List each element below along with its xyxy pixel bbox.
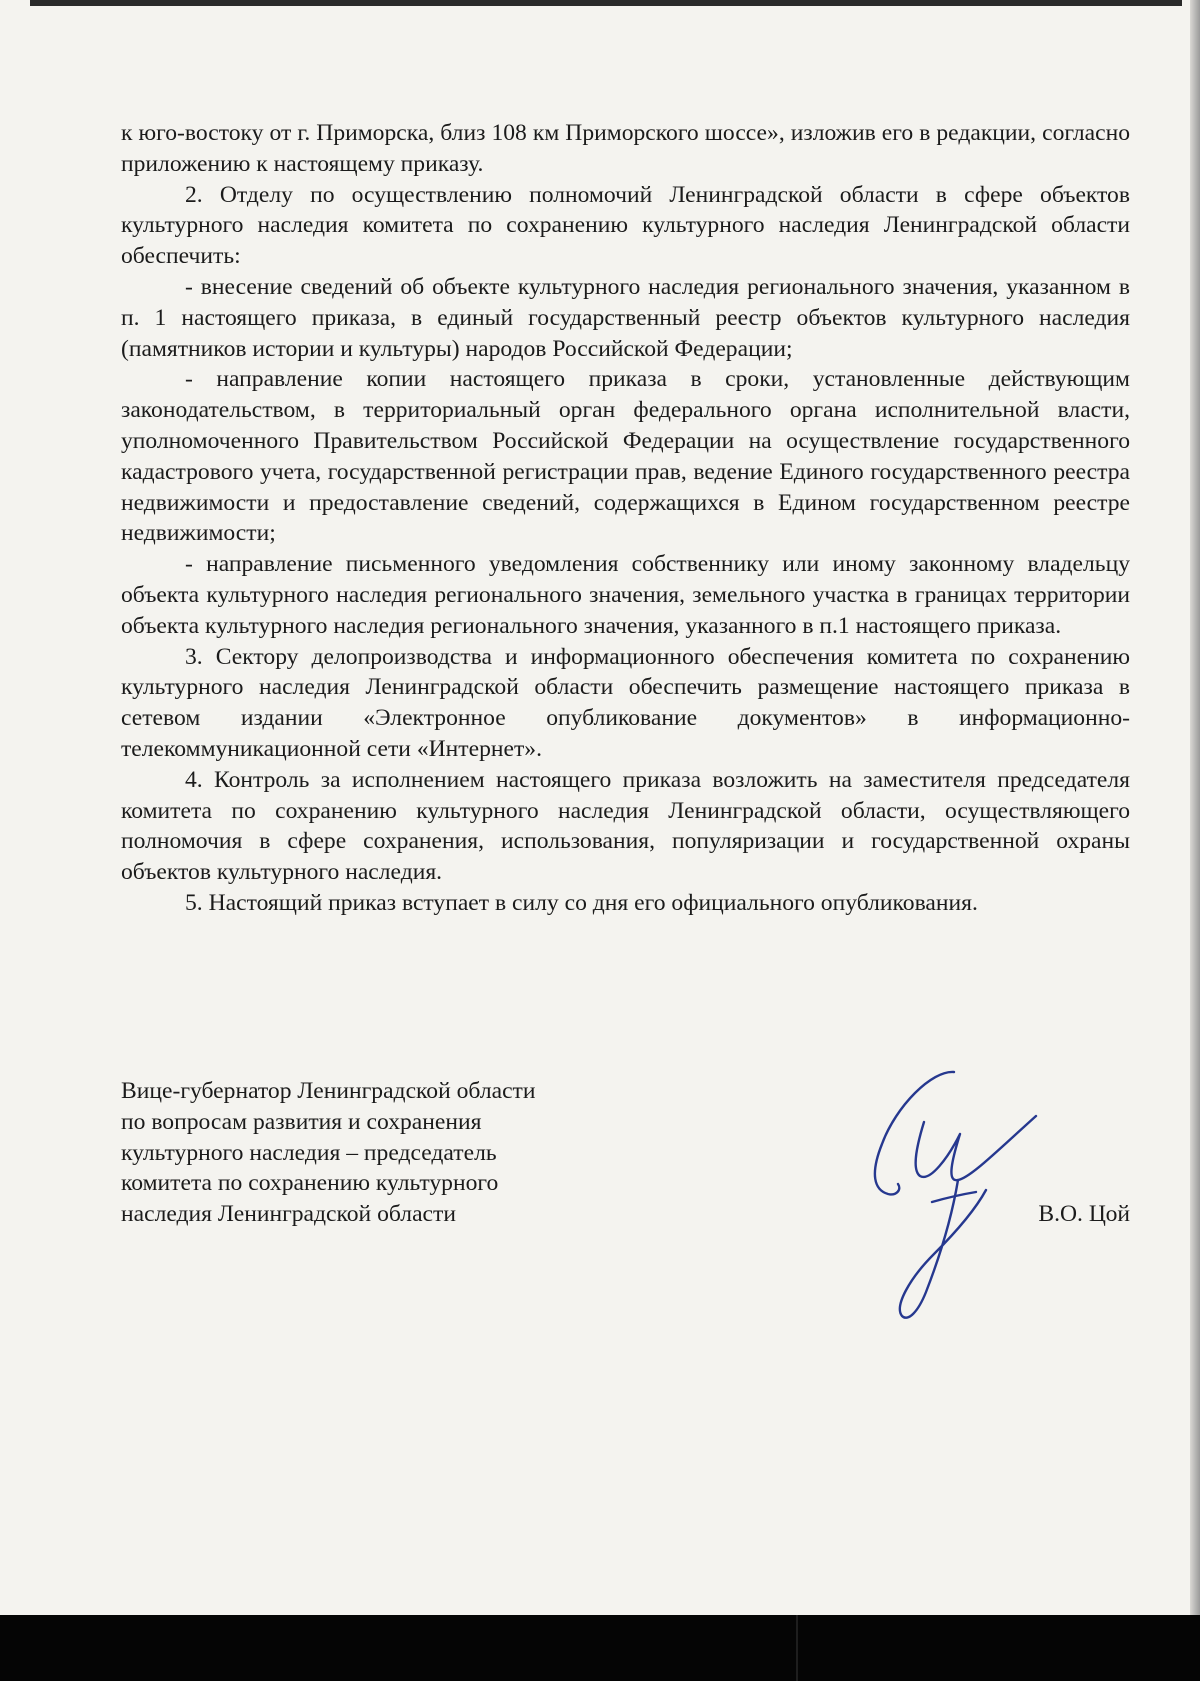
signature-stroke: [900, 1180, 986, 1318]
signatory-title-line: комитета по сохранению культурного: [121, 1170, 499, 1197]
signature-block: [121, 1076, 1130, 1336]
page-right-edge: [1190, 0, 1200, 1681]
document-body: [121, 118, 1130, 919]
paragraph-item-2: 2. Отделу по осуществлению полномочий Ленинградской области в сфере объектов культурного наследия комитета по сохранению культурного наследия Ленинградской области обеспечить:: [121, 181, 1130, 270]
paragraph-item-5: 5. Настоящий приказ вступает в силу со дня его официального опубликования.: [185, 889, 978, 916]
paragraph-item-4: 4. Контроль за исполнением настоящего приказа возложить на заместителя председателя комитета по сохранению культурного наследия Ленинградской области, осуществляющего полномочия в сфере сохранения, использования, популяризации и государственной охраны объектов культурного наследия.: [121, 766, 1130, 886]
paragraph-item-3: 3. Сектору делопроизводства и информационного обеспечения комитета по сохранению культурного наследия Ленинградской области обеспечить размещение настоящего приказа в сетевом издании «Электронное опубликование документов» в информационно-телекоммуникационной сети «Интернет».: [121, 643, 1130, 762]
signature-stroke: [875, 1072, 954, 1194]
paragraph-subitem-copy: - направление копии настоящего приказа в сроки, установленные действующим законодательством, в территориальный орган федерального органа исполнительной власти, уполномоченного Правительством Российской Федерации на осуществление государственного кадастрового учета, государственной регистрации прав, ведение Единого государственного реестра недвижимости и предоставление сведений, содержащихся в Едином государственном реестре недвижимости;: [121, 366, 1130, 547]
handwritten-signature: [836, 1066, 1076, 1326]
page-top-edge: [30, 0, 1182, 6]
page-bottom-band: [0, 1615, 1200, 1681]
signatory-title-line: по вопросам развития и сохранения: [121, 1108, 482, 1135]
signatory-title-line: Вице-губернатор Ленинградской области: [121, 1078, 536, 1104]
paragraph-continuation: к юго-востоку от г. Приморска, близ 108 км Приморского шоссе», изложив его в редакции, согласно приложению к настоящему приказу.: [121, 120, 1130, 177]
signature-stroke: [916, 1116, 1036, 1180]
signatory-title-line: культурного наследия – председатель: [121, 1139, 497, 1166]
signatory-name: В.О. Цой: [1038, 1201, 1130, 1227]
signatory-title-line: наследия Ленинградской области: [121, 1201, 456, 1228]
paragraph-subitem-notice: - направление письменного уведомления собственнику или иному законному владельцу объекта культурного наследия регионального значения, земельного участка в границах территории объекта культурного наследия регионального значения, указанного в п.1 настоящего приказа.: [121, 551, 1130, 639]
paragraph-subitem-register: - внесение сведений об объекте культурного наследия регионального значения, указанном в п. 1 настоящего приказа, в единый государственный реестр объектов культурного наследия (памятников истории и культуры) народов Российской Федерации;: [121, 273, 1130, 362]
signatory-title: [121, 1076, 641, 1230]
band-seam: [796, 1615, 798, 1681]
